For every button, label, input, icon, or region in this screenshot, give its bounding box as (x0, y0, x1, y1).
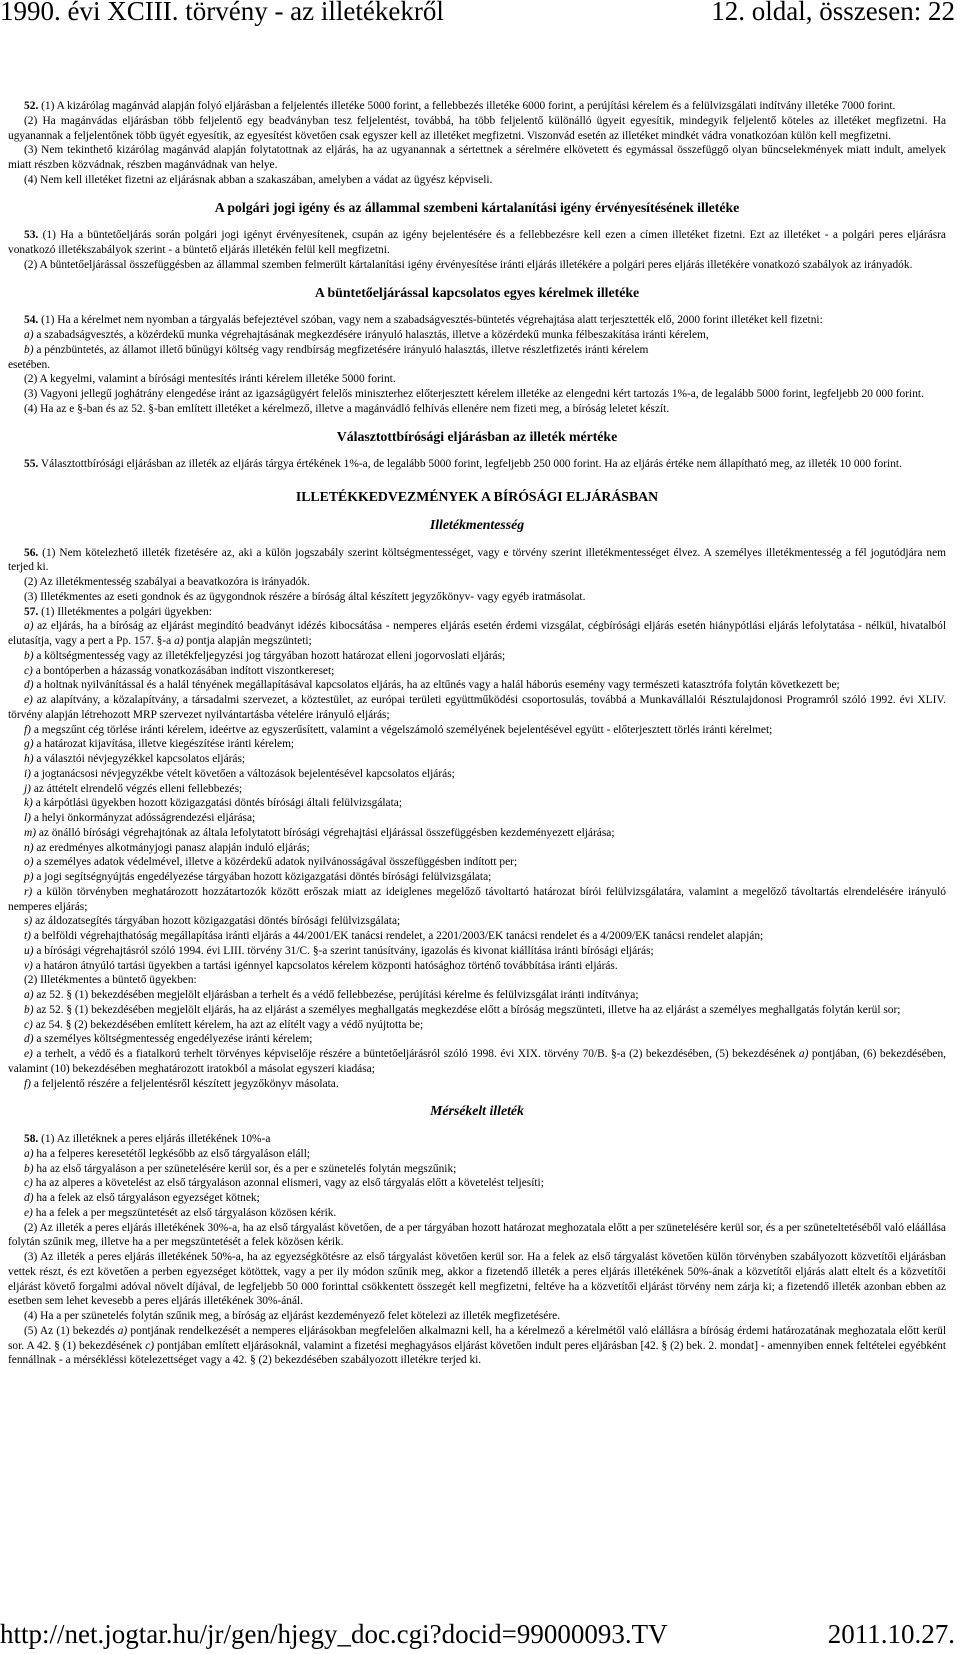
section-54-paragraph-3: (3) Vagyoni jellegű joghátrány elengedése iránt az igazságügyért felelős miniszterhez előterjesztett kérelem illetéke az elengedni kért tartozás 1%-a, de legalább 5000 forint, legfeljebb 20 000 forint. (24, 388, 924, 400)
list-item: o) a személyes adatok védelmével, illetve a közérdekű adatok nyilvánosságával összefüggésben indított per; (24, 856, 518, 869)
heading-arbitration: Választottbírósági eljárásban az illeték mértéke (336, 428, 618, 444)
list-item: a) ha a felperes keresetétől legkésőbb az első tárgyaláson eláll; (24, 1147, 311, 1160)
section-52-paragraph-2: (2) Ha magánvádas eljárásban több feljelentő egy beadványban tesz feljelentést, továbbá, ha több feljelentő különálló ügyeit egyesítik, mindegyik feljelentő köteles az illetéket megfizetni. Ha ugyanannak a feljelentőnek több ügyét egyesítik, az egyesítést követően csak egyszer kell az illetéket megfizetni. Viszonvád esetén az illetéket mindkét vádra vonatkozóan külön kell megfizetni. (8, 114, 946, 142)
section-58-paragraph-3: (3) Az illeték a peres eljárás illetékének 50%-a, ha az egyezségkötésre az első tárgyalást követően kerül sor. Ha a felek az első tárgyalást követően külön törvényben szabályozott közvetítői eljárásban vettek részt, és ezt követően a perben egyezséget kötöttek, vagy a per ily módon szűnik meg, akkor a fizetendő illeték a peres eljárás illetékének 50%-ának a közvetítői eljárás alatt eltelt és a közvetítői eljárást követő forgalmi adóval növelt díjával, de legfeljebb 50 000 forinttal csökkentett összegét kell megfizetni, feltéve ha a közvetítői eljárást törvény nem zárja ki; a fizetendő illeték azonban ebben az esetben sem lehet kevesebb a peres eljárás illetékének 30%-ánál. (8, 1251, 946, 1308)
list-item: m) az önálló bírósági végrehajtónak az általa lefolytatott bírósági végrehajtási eljárással összefüggésben kezdeményezett eljárása; (24, 826, 615, 839)
section-52-paragraph-1: 52. (1) A kizárólag magánvád alapján folyó eljárásban a feljelentés illetéke 5000 forint, a fellebbezés illetéke 6000 forint, a perújítási kérelem és a felülvizsgálati indítvány illetéke 7000 forint. (24, 100, 896, 112)
heading-fee-exemption: Illetékmentesség (429, 516, 525, 532)
section-54-paragraph-4: (4) Ha az e §-ban és az 52. §-ban említett illetéket a kérelmező, illetve a magánvádló felhívás ellenére nem fizeti meg, a bíróság leletet készít. (24, 402, 670, 415)
list-item: a) az 52. § (1) bekezdésében megjelölt eljárásban a terhelt és a védő fellebbezése, perújítási kérelme és felülvizsgálat iránti indítványa; (24, 989, 639, 1001)
section-56-paragraph-3: (3) Illetékmentes az eseti gondnok és az ügygondnok részére a bíróság által készített jegyzőkönyv- vagy egyéb iratmásolat. (24, 590, 586, 603)
list-item: e) a terhelt, a védő és a fiatalkorú terhelt törvényes képviselője részére a büntetőeljárásról szóló 1998. évi XIX. törvény 70/B. §-a (2) bekezdésében, (5) bekezdésének a) pontjában, (6) bekezdésében, valamint (10) bekezdésében meghatározott iratokból a másolat egyszeri kiadása; (8, 1048, 946, 1075)
page-footer (0, 1618, 960, 1654)
list-item: d) ha a felek az első tárgyaláson egyezséget kötnek; (24, 1192, 260, 1204)
list-item: k) a kárpótlási ügyekben hozott közigazgatási döntés bírósági általi felülvizsgálata; (24, 797, 402, 810)
document-title: 1990. évi XCIII. törvény - az illetékekről (0, 0, 444, 26)
section-56-paragraph-1: 56. (1) Nem kötelezhető illeték fizetésére az, aki a külön jogszabály szerint költségmentességet, vagy e törvény szerint illetékmentességet élvez. A személyes illetékmentesség a fél jogutódjára nem terjed ki. (8, 546, 946, 574)
section-53-paragraph-2: (2) A büntetőeljárással összefüggésben az állammal szemben felmerült kártalanítási igény érvényesítése iránti eljárás illetékére a polgári peres eljárás illetékére vonatkozó szabályok az irányadók. (24, 258, 913, 271)
section-53-paragraph-1: 53. (1) Ha a büntetőeljárás során polgári jogi igényt érvényesítenek, csupán az igény bejelentésére és a fellebbezésre kell ezen a címen illetéket fizetni. Ezt az illetéket - a polgári peres eljárásra vonatkozó illetékszabályok szerint - a büntető eljárás illetékén felül kell megfizetni. (8, 229, 946, 256)
section-58-items (8, 1147, 946, 1221)
page-header (0, 0, 960, 46)
list-item: j) az áttételt elrendelő végzés elleni fellebbezés; (24, 782, 243, 795)
heading-criminal-requests: A büntetőeljárással kapcsolatos egyes kérelmek illetéke (314, 284, 640, 300)
heading-fee-discounts: ILLETÉKKEDVEZMÉNYEK A BÍRÓSÁGI ELJÁRÁSBAN (295, 489, 659, 504)
source-url: http://net.jogtar.hu/jr/gen/hjegy_doc.cgi?docid=99000093.TV (0, 1619, 668, 1649)
page-counter: 12. oldal, összesen: 22 (711, 0, 955, 26)
list-item: v) a határon átnyúló tartási ügyekben a tartási igénnyel kapcsolatos kérelem központi hatósághoz történő továbbítása iránti eljárás. (24, 959, 618, 972)
list-item: t) a belföldi végrehajthatóság megállapítása iránti eljárás a 44/2001/EK tanácsi rendelet, a 2201/2003/EK tanácsi rendelet és a 4/2009/EK tanácsi rendelet alapján; (24, 930, 764, 942)
list-item: g) a határozat kijavítása, illetve kiegészítése iránti kérelem; (24, 738, 295, 751)
section-54-item-a: a) a szabadságvesztés, a közérdekű munka végrehajtásának megkezdésére irányuló halasztás, illetve a közérdekű munka félbeszakítása iránti kérelem, (24, 329, 709, 341)
section-56-paragraph-2: (2) Az illetékmentesség szabályai a beavatkozóra is irányadók. (24, 576, 310, 588)
list-item: f) a megszűnt cég törlése iránti kérelem, ideértve az egyszerűsített, valamint a végelszámoló személyének bejelentésével együtt - előterjesztett törlés iránti kérelmet; (24, 723, 773, 736)
section-57-civil-items (8, 619, 946, 973)
list-item: f) a feljelentő részére a feljelentésről készített jegyzőkönyv másolata. (24, 1077, 339, 1090)
section-number: 55. (24, 458, 39, 471)
list-item: b) a költségmentesség vagy az illetékfeljegyzési jog tárgyában hozott határozat elleni jogorvoslati eljárás; (24, 649, 506, 662)
list-item: a) az eljárás, ha a bíróság az eljárást megindító beadványt idézés kibocsátása - nemperes eljárás esetén érdemi vizsgálat, cégbírósági eljárás esetén hiánypótlási eljárás lefolytatása - nélkül, hivatalból elutasítja, vagy a pert a Pp. 157. §-a a) pontja alapján megszünteti; (8, 620, 946, 647)
section-number: 53. (24, 229, 39, 242)
section-number: 54. (24, 314, 39, 327)
section-52-paragraph-4: (4) Nem kell illetéket fizetni az eljárásnak abban a szakaszában, amelyben a vádat az ügyész képviseli. (24, 173, 493, 186)
print-date: 2011.10.27. (827, 1619, 955, 1649)
section-number: 52. (24, 100, 39, 112)
section-number: 58. (24, 1133, 39, 1145)
list-item: i) a jogtanácsosi névjegyzékbe vételt követően a változások bejelentésével kapcsolatos eljárás; (24, 767, 455, 780)
section-57-paragraph-1: 57. (1) Illetékmentes a polgári ügyekben: (24, 605, 212, 618)
list-item: e) ha a felek a per megszüntetését az első tárgyaláson közösen kérik. (24, 1206, 337, 1219)
section-54-paragraph-2: (2) A kegyelmi, valamint a bírósági mentesítés iránti kérelem illetéke 5000 forint. (24, 373, 396, 386)
section-57-paragraph-2: (2) Illetékmentes a büntető ügyekben: (24, 974, 197, 987)
section-55-paragraph-1: 55. Választottbírósági eljárásban az illeték az eljárás tárgya értékének 1%-a, de legalább 5000 forint, legfeljebb 250 000 forint. Ha az eljárás értéke nem állapítható meg, az illeték 10 000 forint. (24, 458, 902, 471)
heading-civil-claim: A polgári jogi igény és az állammal szembeni kártalanítási igény érvényesítésének illetéke (214, 199, 740, 215)
heading-reduced-fee: Mérsékelt illeték (430, 1103, 524, 1119)
list-item: r) a külön törvényben meghatározott hozzátartozók között erőszak miatt az ideiglenes megelőző távoltartó határozat bírói felülvizsgálatára, valamint a megelőző távoltartás elrendelésére irányuló nemperes eljárás; (8, 885, 946, 913)
list-item: c) a bontóperben a házasság vonatkozásában indított viszontkereset; (24, 664, 335, 677)
section-57-criminal-items (8, 988, 946, 1091)
section-58-paragraph-4: (4) Ha a per szünetelés folytán szűnik meg, a bíróság az eljárást kezdeményező felet kötelezi az illeték megfizetésére. (24, 1310, 561, 1322)
list-item: h) a választói névjegyzékkel kapcsolatos eljárás; (24, 753, 246, 765)
section-58-paragraph-1: 58. (1) Az illetéknek a peres eljárás illetékének 10%-a (24, 1133, 271, 1145)
list-item: u) a bírósági végrehajtásról szóló 1994. évi LIII. törvény 31/C. §-a szerint tanúsítvány, igazolás és kivonat kiállítása iránti bírósági eljárás; (24, 944, 654, 957)
list-item: d) a személyes költségmentesség engedélyezése iránti kérelem; (24, 1033, 313, 1046)
section-54-item-end: esetében. (8, 358, 51, 371)
list-item: d) a holtnak nyilvánítással és a halál tényének megállapításával kapcsolatos eljárás, ha az eltűnés vagy a halál háborús esemény vagy természeti katasztrófa folytán következett be; (24, 679, 840, 692)
list-item: e) az alapítvány, a közalapítvány, a társadalmi szervezet, a köztestület, az európai területi együttműködési csoportosulás, továbbá a Munkavállalói Résztulajdonosi Programról szóló 1992. évi XLIV. törvény alapján létrehozott MRP szervezet nyilvántartásba vételére irányuló eljárás; (8, 694, 946, 721)
document-body (8, 98, 946, 1368)
list-item: s) az áldozatsegítés tárgyában hozott közigazgatási döntés bírósági felülvizsgálata; (24, 915, 401, 928)
list-item: c) az 54. § (2) bekezdésében említett kérelem, ha azt az elítélt vagy a védő nyújtotta be; (24, 1018, 424, 1031)
section-58-paragraph-2: (2) Az illeték a peres eljárás illetékének 30%-a, ha az első tárgyalást követően, de a per tárgyában hozott határozat meghozatala előtt a per szünetelésére kerül sor, és a per szüneteltetéséből való eláállása folytán szűnik meg, illetve ha a per megszüntetését a felek közösen kérik. (8, 1221, 946, 1249)
section-52-paragraph-3: (3) Nem tekinthető kizárólag magánvád alapján folytatottnak az eljárás, ha az ugyanannak a sértettnek a sérelmére elkövetett és egymással összefüggő olyan bűncselekmények miatt indult, amelyek miatt részben közvádnak, részben magánvádnak van helye. (8, 144, 946, 171)
section-number: 57. (24, 605, 39, 618)
list-item: b) az 52. § (1) bekezdésében megjelölt eljárás, ha az eljárást a személyes meghallgatás megkezdése előtt a bíróság megszünteti, illetve ha az eljárást a személyes meghallgatás folytán kerül sor; (24, 1003, 901, 1016)
section-number: 56. (24, 546, 39, 559)
section-54-item-b: b) a pénzbüntetés, az államot illető bűnügyi költség vagy rendbírság megfizetésére irányuló halasztás, illetve részletfizetés iránti kérelem (24, 343, 649, 356)
section-54-paragraph-1: 54. (1) Ha a kérelmet nem nyomban a tárgyalás befejeztével szóban, vagy nem a szabadságvesztés-büntetés végrehajtása alatt terjesztették elő, 2000 forint illetéket kell fizetni: (24, 314, 823, 327)
list-item: b) ha az első tárgyaláson a per szünetelésére kerül sor, és a per e szünetelés folytán megszűnik; (24, 1162, 457, 1175)
list-item: l) a helyi önkormányzat adósságrendezési eljárása; (24, 812, 256, 824)
list-item: p) a jogi segítségnyújtás engedélyezése tárgyában hozott közigazgatási döntés bírósági felülvizsgálata; (24, 871, 492, 883)
list-item: c) ha az alperes a követelést az első tárgyaláson azonnal elismeri, vagy az első tárgyalás előtt a követelést teljesíti; (24, 1177, 544, 1190)
list-item: n) az eredményes alkotmányjogi panasz alapján induló eljárás; (24, 841, 310, 854)
section-58-paragraph-5: (5) Az (1) bekezdés a) pontjának rendelkezését a nemperes eljárásokban megfelelően alkalmazni kell, ha a kérelmező a kérelmétől való elállásra a bíróság érdemi határozatának meghozatala előtt kerül sor. A 42. § (1) bekezdésének c) pontjában említett eljárásoknál, valamint a fizetési meghagyásos eljárást követően indult peres eljárásban [42. § (2) bek. 2. mondat] - amennyiben ennek feltételei egyébként fennállnak - a mérsékléssi kötelezettséget vagy a 42. § (2) bekezdésében szabályozott illetékre terjed ki. (8, 1324, 946, 1367)
